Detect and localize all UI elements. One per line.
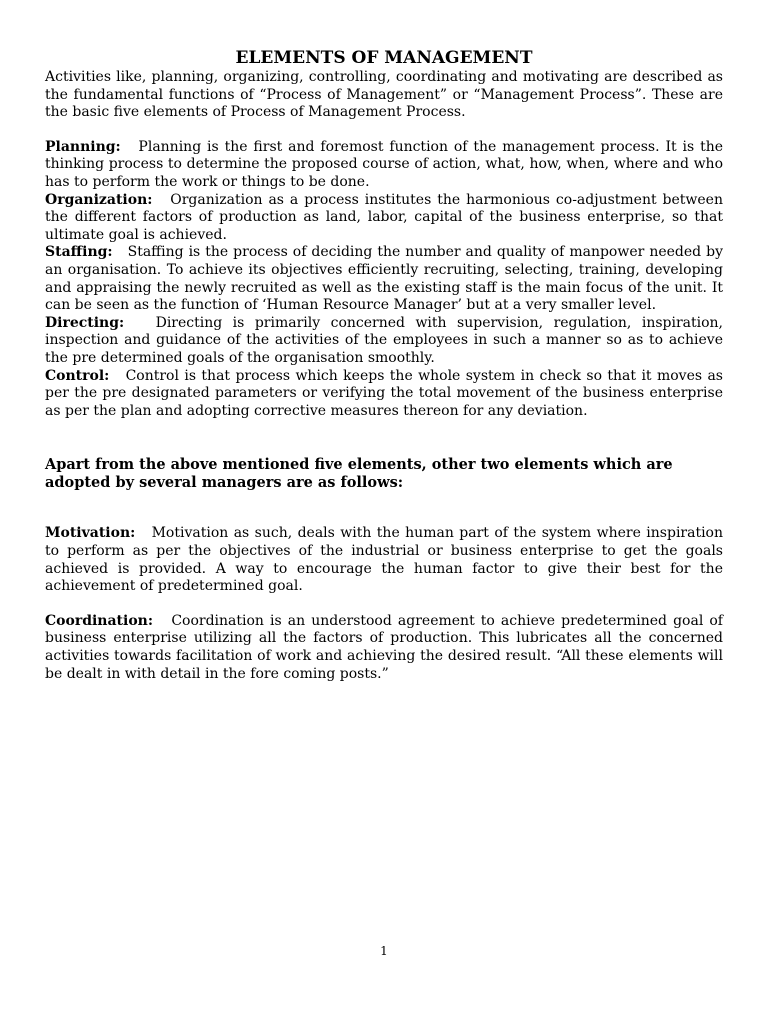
element-text: Control is that process which keeps the whole system in check so that it moves as per the pre designated parameters or verifying the total movement of the business enterprise as per the plan and adopting corrective measures thereon for any deviation.	[45, 367, 723, 419]
element-planning	[45, 139, 723, 192]
element-term: Staffing:	[45, 244, 113, 261]
element-organization	[45, 192, 723, 245]
element-directing	[45, 315, 723, 368]
element-text: Coordination is an understood agreement to achieve predetermined goal of business enterprise utilizing all the factors of production. This lubricates all the concerned activities towards facilitation of work and achieving the desired result. “All these elements will be dealt in with detail in the fore coming posts.”	[45, 612, 723, 682]
element-term: Directing:	[45, 314, 125, 331]
element-term: Coordination:	[45, 612, 154, 629]
element-text: Motivation as such, deals with the human part of the system where inspiration to perform as per the objectives of the industrial or business enterprise to get the goals achieved is provided. A way to encourage the human factor to give their best for the achievement of predetermined goal.	[45, 525, 724, 595]
element-term: Control:	[45, 367, 110, 384]
element-text: Directing is primarily concerned with supervision, regulation, inspiration, inspection and guidance of the activities of the employees in such a manner so as to achieve the pre determined goals of the organisation smoothly.	[45, 314, 723, 366]
element-staffing	[45, 244, 723, 314]
element-text: Planning is the first and foremost function of the management process. It is the thinking process to determine the proposed course of action, what, how, when, where and who has to perform the work or things to be done.	[45, 138, 723, 190]
spacer	[45, 420, 723, 456]
element-control	[45, 368, 723, 421]
element-term: Planning:	[45, 138, 121, 155]
element-text: Staffing is the process of deciding the number and quality of manpower needed by an organisation. To achieve its objectives efficiently recruiting, selecting, training, developing and appraising the newly recruited as well as the existing staff is the main focus of the unit. It can be seen as the function of ‘Human Resource Manager’ but at a very smaller level.	[45, 244, 723, 314]
element-motivation	[45, 525, 723, 595]
additional-elements-heading: Apart from the above mentioned five elements, other two elements which are adopted by several managers are as follows:	[45, 456, 673, 491]
document-title: ELEMENTS OF MANAGEMENT	[235, 48, 533, 68]
element-coordination	[45, 613, 723, 683]
document-page	[45, 47, 723, 683]
element-text: Organization as a process institutes the harmonious co-adjustment between the different factors of production as land, labor, capital of the business enterprise, so that ultimate goal is achieved.	[45, 191, 723, 243]
spacer	[45, 491, 723, 525]
page-number: 1	[380, 944, 388, 958]
intro-paragraph: Activities like, planning, organizing, controlling, coordinating and motivating are described as the fundamental functions of “Process of Management” or “Management Process”. These are the basic five elements of Process of Management Process.	[45, 69, 723, 121]
spacer	[45, 122, 723, 139]
spacer	[45, 596, 723, 613]
element-term: Motivation:	[45, 525, 136, 542]
element-term: Organization:	[45, 191, 153, 208]
